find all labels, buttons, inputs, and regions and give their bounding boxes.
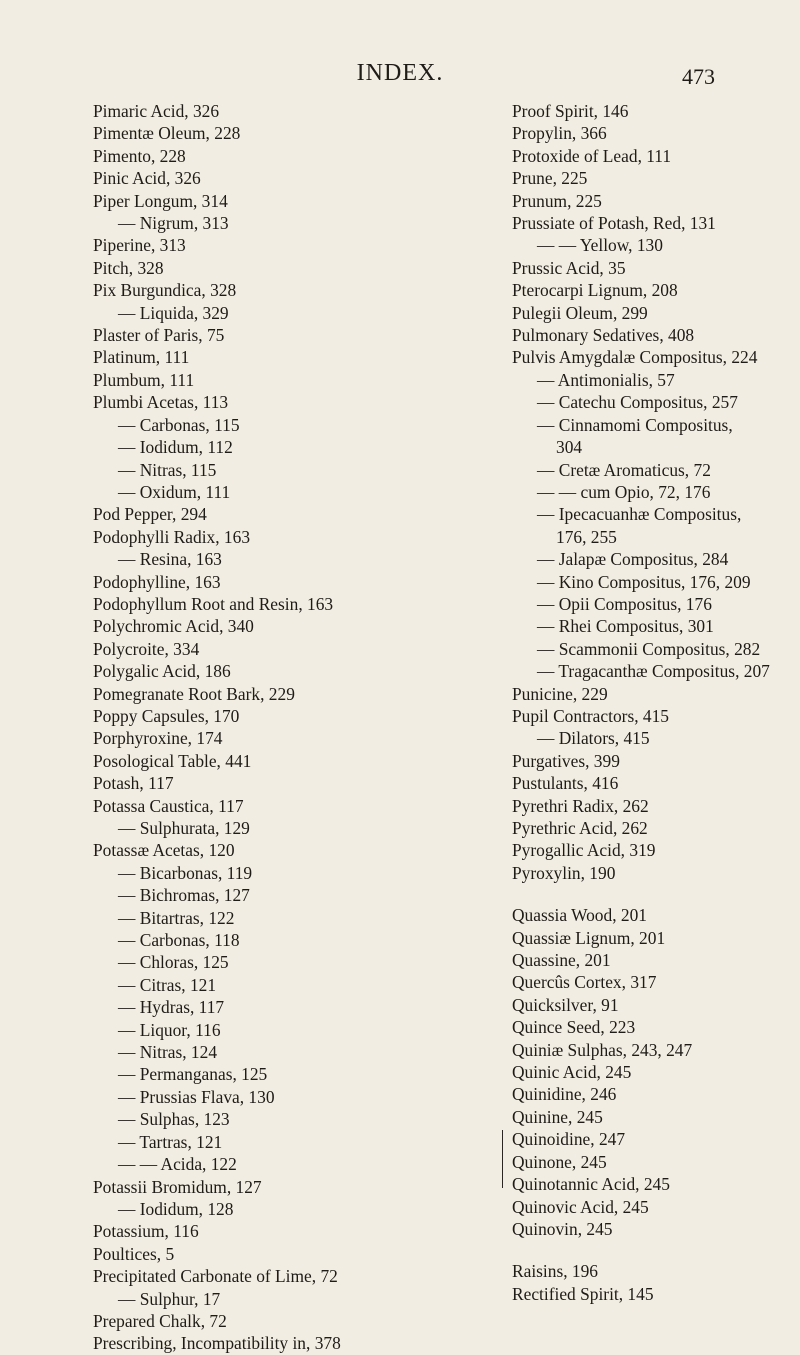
index-entry: — Nigrum, 313 [118, 213, 229, 234]
index-entry: Pyrethric Acid, 262 [512, 818, 648, 838]
index-entry: Quicksilver, 91 [512, 994, 619, 1015]
index-entry: Quiniæ Sulphas, 243, 247 [512, 1039, 693, 1060]
index-entry: Precipitated Carbonate of Lime, 72 [93, 1266, 338, 1287]
index-entry: Quinovin, 245 [512, 1218, 613, 1239]
section-gap [512, 1240, 800, 1260]
index-entry: Purgatives, 399 [512, 750, 620, 771]
page-title: INDEX. [356, 60, 444, 86]
index-entry: — Cinnamomi Compositus, [537, 414, 733, 435]
index-entry: — Iodidum, 112 [118, 437, 233, 458]
index-entry: Quassiæ Lignum, 201 [512, 927, 666, 948]
index-entry: — Jalapæ Compositus, 284 [537, 549, 729, 570]
index-entry: — Citras, 121 [118, 974, 217, 995]
index-entry: Pix Burgundica, 328 [93, 280, 237, 301]
index-entry: — Hydras, 117 [118, 997, 225, 1018]
index-entry: Porphyroxine, 174 [93, 728, 223, 749]
index-entry: — Ipecacuanhæ Compositus, [537, 504, 742, 525]
section-gap [512, 884, 800, 904]
index-entry: Pyrethri Radix, 262 [512, 795, 649, 816]
index-entry: — Catechu Compositus, 257 [537, 392, 738, 413]
index-entry: — Carbonas, 115 [118, 414, 240, 435]
index-entry: Polychromic Acid, 340 [93, 616, 254, 637]
page-number: 473 [682, 64, 715, 89]
index-entry: — Oxidum, 111 [118, 481, 231, 502]
index-entry: Posological Table, 441 [93, 750, 252, 771]
index-entry: Potassii Bromidum, 127 [93, 1176, 262, 1197]
index-entry: — Bitartras, 122 [118, 907, 235, 928]
index-entry: — Opii Compositus, 176 [537, 593, 712, 614]
index-entry: — — cum Opio, 72, 176 [537, 481, 711, 502]
index-entry: — — Acida, 122 [118, 1154, 237, 1175]
index-entry: Quinoidine, 247 [512, 1129, 626, 1150]
index-entry: Quinic Acid, 245 [512, 1062, 632, 1083]
index-entry: — Tragacanthæ Compositus, 207 [537, 661, 770, 682]
index-entry: — Kino Compositus, 176, 209 [537, 571, 751, 592]
index-entry: — — Yellow, 130 [537, 235, 663, 256]
index-entry: Pinic Acid, 326 [93, 168, 201, 189]
index-entry: Pomegranate Root Bark, 229 [93, 683, 295, 704]
index-entry: Punicine, 229 [512, 683, 608, 704]
index-entry: Pulmonary Sedatives, 408 [512, 325, 695, 346]
index-entry: Pitch, 328 [93, 257, 164, 278]
index-entry: 176, 255 [556, 526, 617, 547]
index-entry: Prepared Chalk, 72 [93, 1310, 227, 1331]
index-entry: — Tartras, 121 [118, 1131, 223, 1152]
index-entry: Quassia Wood, 201 [512, 905, 647, 926]
index-entry: — Nitras, 115 [118, 459, 217, 480]
index-entry: Pimento, 228 [93, 145, 186, 166]
index-entry: Plumbi Acetas, 113 [93, 392, 229, 413]
index-entry: Quinovic Acid, 245 [512, 1196, 649, 1217]
index-entry: — Sulphurata, 129 [118, 818, 250, 838]
index-entry: Quinine, 245 [512, 1106, 603, 1127]
index-entry: Polygalic Acid, 186 [93, 661, 231, 682]
index-entry: Pod Pepper, 294 [93, 504, 207, 525]
index-entry: Prunum, 225 [512, 190, 602, 211]
index-entry: Protoxide of Lead, 111 [512, 145, 672, 166]
index-entry: Poppy Capsules, 170 [93, 705, 240, 726]
index-entry: Raisins, 196 [512, 1261, 598, 1282]
index-entry: — Nitras, 124 [118, 1042, 218, 1063]
index-entry: — Cretæ Aromaticus, 72 [537, 459, 711, 480]
index-entry: — Sulphas, 123 [118, 1109, 230, 1130]
index-entry: 304 [556, 437, 583, 458]
index-entry: Pyrogallic Acid, 319 [512, 840, 656, 861]
index-entry: — Bichromas, 127 [118, 885, 250, 906]
index-entry: Polycroite, 334 [93, 638, 200, 659]
index-entry: Quinotannic Acid, 245 [512, 1174, 670, 1195]
index-entry: Pustulants, 416 [512, 773, 619, 794]
index-entry: Prussiate of Potash, Red, 131 [512, 213, 716, 234]
index-entry: Pupil Contractors, 415 [512, 705, 669, 726]
index-column-right [512, 100, 800, 1305]
index-entry: Prescribing, Incompatibility in, 378 [93, 1333, 341, 1354]
index-entry: Plaster of Paris, 75 [93, 325, 225, 346]
index-entry: — Rhei Compositus, 301 [537, 616, 714, 637]
index-entry: Potassium, 116 [93, 1221, 199, 1242]
index-entry: — Carbonas, 118 [118, 930, 240, 951]
page-header [0, 60, 800, 100]
index-entry: — Dilators, 415 [537, 728, 650, 749]
index-entry: Propylin, 366 [512, 123, 607, 144]
index-entry: Quince Seed, 223 [512, 1017, 636, 1038]
index-entry: Quinidine, 246 [512, 1084, 617, 1105]
index-column-left [93, 100, 493, 1355]
index-entry: Potash, 117 [93, 773, 174, 794]
index-entry: Potassæ Acetas, 120 [93, 840, 235, 861]
column-divider [502, 1130, 503, 1188]
index-entry: Platinum, 111 [93, 347, 190, 368]
index-entry: — Permanganas, 125 [118, 1064, 268, 1085]
index-entry: Pimaric Acid, 326 [93, 101, 220, 121]
index-entry: Pyroxylin, 190 [512, 862, 616, 883]
index-entry: Proof Spirit, 146 [512, 101, 629, 121]
index-entry: Piper Longum, 314 [93, 190, 228, 211]
index-entry: Quercûs Cortex, 317 [512, 972, 657, 993]
index-entry: — Iodidum, 128 [118, 1198, 234, 1219]
index-entry: — Liquida, 329 [118, 302, 229, 323]
index-entry: Quassine, 201 [512, 950, 611, 971]
index-entry: Pimentæ Oleum, 228 [93, 123, 241, 144]
index-entry: — Antimonialis, 57 [537, 369, 675, 390]
index-entry: Podophyllum Root and Resin, 163 [93, 593, 334, 614]
index-entry: Potassa Caustica, 117 [93, 795, 244, 816]
index-entry: Podophylli Radix, 163 [93, 526, 251, 547]
index-entry: Prune, 225 [512, 168, 588, 189]
index-entry: Podophylline, 163 [93, 571, 221, 592]
index-entry: — Scammonii Compositus, 282 [537, 638, 761, 659]
index-entry: — Prussias Flava, 130 [118, 1086, 275, 1107]
index-entry: — Chloras, 125 [118, 952, 229, 973]
index-entry: — Bicarbonas, 119 [118, 862, 253, 883]
index-entry: Pulegii Oleum, 299 [512, 302, 648, 323]
index-entry: Plumbum, 111 [93, 369, 195, 390]
index-entry: Quinone, 245 [512, 1151, 607, 1172]
index-entry: Rectified Spirit, 145 [512, 1283, 654, 1304]
index-entry: Pterocarpi Lignum, 208 [512, 280, 678, 301]
index-entry: — Liquor, 116 [118, 1019, 221, 1040]
index-entry: — Sulphur, 17 [118, 1288, 221, 1309]
index-entry: Piperine, 313 [93, 235, 186, 256]
index-entry: Prussic Acid, 35 [512, 257, 626, 278]
index-entry: — Resina, 163 [118, 549, 222, 570]
index-entry: Pulvis Amygdalæ Compositus, 224 [512, 347, 758, 368]
index-entry: Poultices, 5 [93, 1243, 175, 1264]
